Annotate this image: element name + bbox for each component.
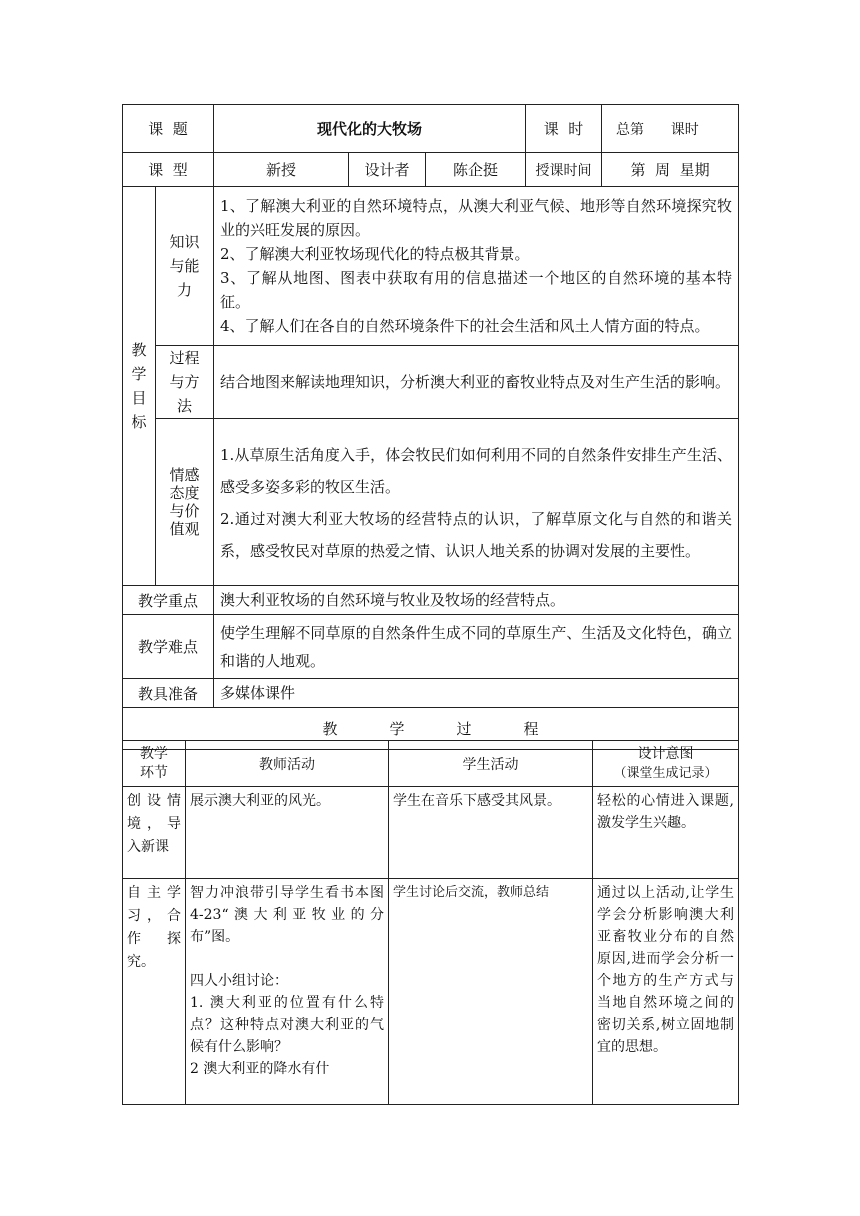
teacher-activity — [186, 787, 389, 879]
emotion-content — [214, 419, 739, 586]
teacher-activity-spacer — [190, 948, 384, 970]
knowledge-item: 2、了解澳大利亚牧场现代化的特点极其背景。 — [220, 245, 530, 263]
teacher-activity — [186, 879, 389, 1105]
type-label: 课 型 — [123, 153, 214, 187]
key-points-label: 教学重点 — [123, 586, 214, 615]
topic-label: 课 题 — [123, 105, 214, 153]
stage-header — [123, 741, 186, 787]
teacher-activity-line: 2 澳大利亚的降水有什 — [190, 1061, 330, 1077]
knowledge-label-cell — [156, 187, 214, 346]
knowledge-item: 1、了解澳大利亚的自然环境特点，从澳大利亚气候、地形等自然环境探究牧业的兴旺发展的原因。 — [220, 197, 733, 239]
knowledge-item: 4、了解人们在各自的自然环境条件下的社会生活和风土人情方面的特点。 — [220, 317, 710, 335]
emotion-label-cell — [156, 419, 214, 586]
knowledge-item: 3、了解从地图、图表中获取有用的信息描述一个地区的自然环境的基本特征。 — [220, 269, 733, 311]
student-header: 学生活动 — [389, 741, 593, 787]
emotion-item: 1.从草原生活角度入手，体会牧民们如何利用不同的自然条件安排生产生活、感受多姿多彩的牧区生活。 — [220, 446, 733, 496]
difficulties-text: 使学生理解不同草原的自然条件生成不同的草原生产、生活及文化特色，确立和谐的人地观。 — [214, 615, 739, 679]
teacher-activity-line: 四人小组讨论： — [190, 973, 288, 989]
emotion-label: 情感态度与价值观 — [169, 466, 200, 538]
process-title: 教学过程 — [322, 720, 591, 738]
teacher-header: 教师活动 — [186, 741, 389, 787]
process-label-cell — [156, 346, 214, 419]
design-intent: 通过以上活动,让学生学会分析影响澳大利亚畜牧业分布的自然原因,进而学会分析一个地方的生产方式与当地自然环境之间的密切关系,树立固地制宜的思想。 — [593, 879, 739, 1105]
teacher-activity-line: 展示澳大利亚的风光。 — [190, 793, 330, 809]
teacher-activity-line: 1. 澳大利亚的位置有什么特点？这种特点对澳大利亚的气候有什么影响？ — [190, 995, 384, 1055]
lesson-info-table — [122, 104, 739, 750]
emotion-item: 2.通过对澳大利亚大牧场的经营特点的认识，了解草原文化与自然的和谐关系，感受牧民对草原的热爱之情、认识人地关系的协调对发展的主要性。 — [220, 510, 733, 560]
stage-cell: 创设情境，导入新课 — [123, 787, 186, 879]
intent-header-text: 设计意图 — [637, 745, 694, 762]
hours-value: 总第 课时 — [602, 105, 739, 153]
stage-header-text: 教学环节 — [140, 745, 168, 781]
intent-header-note: （课堂生成记录） — [613, 765, 718, 781]
stage-cell: 自主学习，合作探究。 — [123, 879, 186, 1105]
objectives-label-text: 教学目标 — [131, 341, 147, 431]
time-value: 第 周 星期 — [602, 153, 739, 187]
student-activity: 学生在音乐下感受其风景。 — [389, 787, 593, 879]
designer-value: 陈企挺 — [426, 153, 526, 187]
teaching-process-table — [122, 740, 739, 1105]
materials-label: 教具准备 — [123, 679, 214, 708]
design-intent: 轻松的心情进入课题,激发学生兴趣。 — [593, 787, 739, 879]
topic-value: 现代化的大牧场 — [214, 105, 526, 153]
difficulties-label: 教学难点 — [123, 615, 214, 679]
time-label: 授课时间 — [526, 153, 602, 187]
intent-header — [593, 741, 739, 787]
knowledge-label: 知识与能力 — [169, 233, 200, 299]
process-label: 过程与方法 — [169, 349, 200, 415]
key-points-text: 澳大利亚牧场的自然环境与牧业及牧场的经营特点。 — [214, 586, 739, 615]
hours-label: 课 时 — [526, 105, 602, 153]
process-content: 结合地图来解读地理知识，分析澳大利亚的畜牧业特点及对生产生活的影响。 — [214, 346, 739, 419]
type-value: 新授 — [214, 153, 349, 187]
knowledge-content — [214, 187, 739, 346]
objectives-label — [123, 187, 156, 586]
teacher-activity-line: 智力冲浪带引导学生看书本图4-23“澳大利亚牧业的分布”图。 — [190, 885, 384, 945]
designer-label: 设计者 — [349, 153, 426, 187]
materials-text: 多媒体课件 — [214, 679, 739, 708]
student-activity: 学生讨论后交流，教师总结 — [389, 879, 593, 1105]
